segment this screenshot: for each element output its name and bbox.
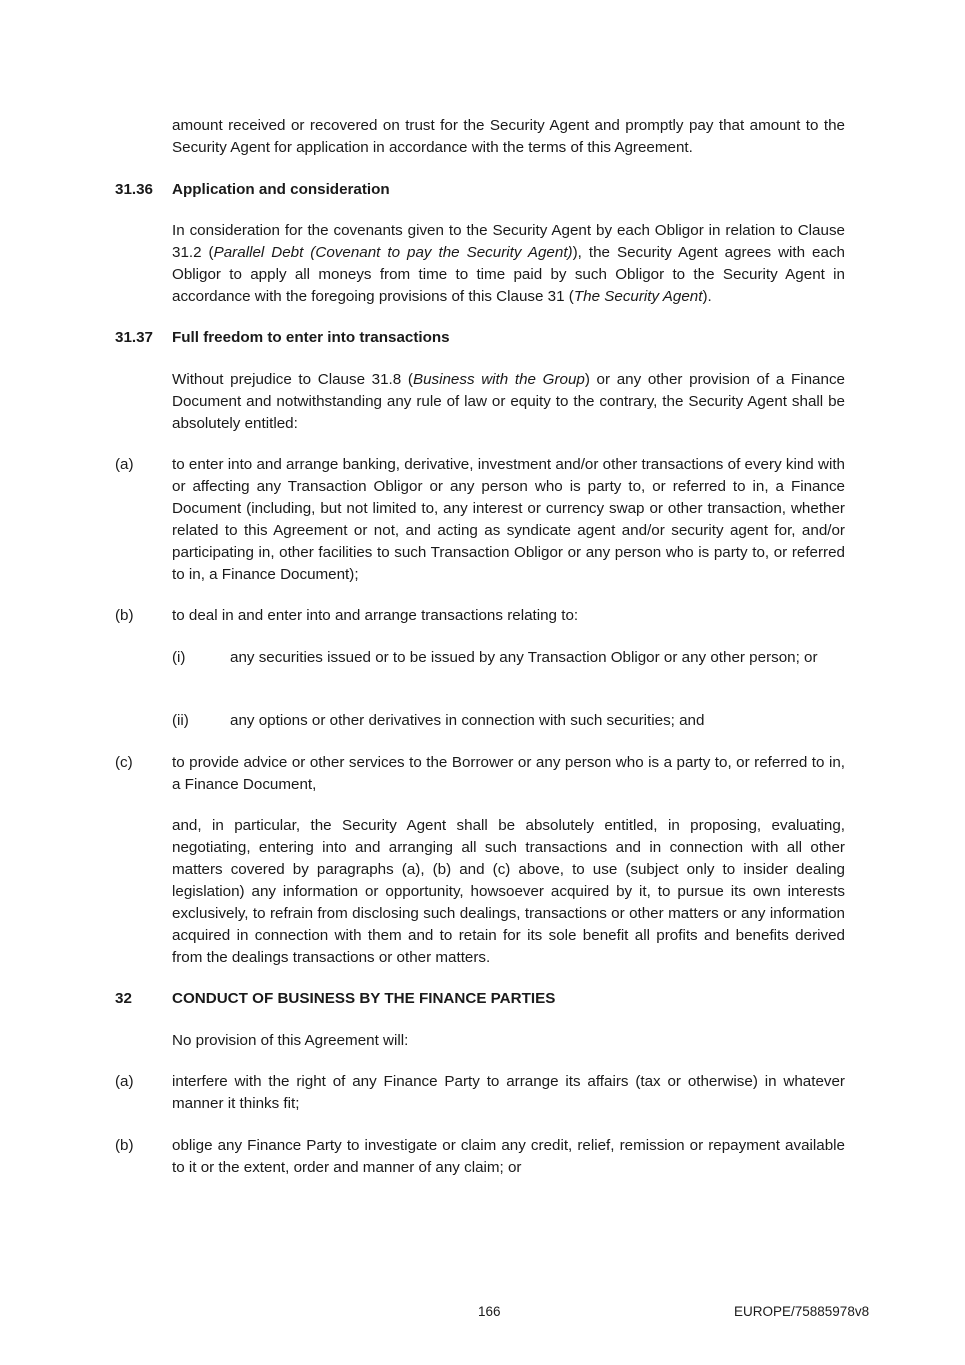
- sub-item-i-text: any securities issued or to be issued by any Transaction Obligor or any other person; or: [230, 649, 818, 666]
- closing-paragraph: and, in particular, the Security Agent shall be absolutely entitled, in proposing, evaluating, negotiating, entering into and arranging all such transactions and in connection with all other matters covered by paragraphs (a), (b) and (c) above, to use (subject only to insider dealing legislation) any information or opportunity, howsoever acquired by it, to pursue its own interests exclusively, to refrain from disclosing such dealings, transactions or other matters or any information acquired in connection with them and to retain for its sole benefit all profits and benefits derived from the dealings transactions or other matters.: [172, 817, 845, 966]
- clause-number-32: 32: [115, 990, 132, 1007]
- clause-heading-31-37: Full freedom to enter into transactions: [172, 329, 450, 346]
- clause-number-31-36: 31.36: [115, 181, 154, 198]
- clause-32-item-b-text: oblige any Finance Party to investigate or claim any credit, relief, remission or repayment available to it or the extent, order and manner of any claim; or: [172, 1137, 845, 1176]
- item-c-text: to provide advice or other services to the Borrower or any person who is a party to, or referred to in, a Finance Document,: [172, 754, 845, 793]
- continuation-paragraph: amount received or recovered on trust for the Security Agent and promptly pay that amount to the Security Agent for application in accordance with the terms of this Agreement.: [172, 117, 845, 156]
- page-number: 166: [478, 1304, 501, 1319]
- clause-32-item-a-text: interfere with the right of any Finance Party to arrange its affairs (tax or otherwise) in whatever manner it thinks fit;: [172, 1073, 845, 1112]
- clause-32-item-b-label: (b): [115, 1137, 134, 1154]
- clause-heading-31-36: Application and consideration: [172, 181, 390, 198]
- clause-32-item-a-label: (a): [115, 1073, 134, 1090]
- sub-item-i-label: (i): [172, 649, 186, 666]
- item-b-text: to deal in and enter into and arrange transactions relating to:: [172, 607, 579, 624]
- clause-heading-32: CONDUCT OF BUSINESS BY THE FINANCE PARTIES: [172, 990, 556, 1007]
- item-c-label: (c): [115, 754, 133, 771]
- item-a-text: to enter into and arrange banking, derivative, investment and/or other transactions of every kind with or affecting any Transaction Obligor or any person who is party to, or referred to in, a Finance Document (including, but not limited to, any interest or currency swap or other transaction, whether related to this Agreement or not, and acting as syndicate agent and/or security agent for, and/or participating in, other facilities to such Transaction Obligor or any person who is party to, or referred to in, a Finance Document);: [172, 456, 845, 583]
- sub-item-ii-label: (ii): [172, 712, 189, 729]
- clause-32-intro: No provision of this Agreement will:: [172, 1032, 409, 1049]
- clause-31-37-intro: Without prejudice to Clause 31.8 (Business with the Group) or any other provision of a Finance Document and notwithstanding any rule of law or equity to the contrary, the Security Agent shall be absolutely entitled:: [172, 371, 845, 432]
- document-reference: EUROPE/75885978v8: [734, 1304, 870, 1319]
- item-a-label: (a): [115, 456, 134, 473]
- clause-31-36-body: In consideration for the covenants given to the Security Agent by each Obligor in relation to Clause 31.2 (Parallel Debt (Covenant to pay the Security Agent)), the Security Agent agrees with each Obligor to apply all moneys from time to time paid by such Obligor to the Security Agent in accordance with the foregoing provisions of this Clause 31 (The Security Agent).: [172, 222, 845, 305]
- clause-number-31-37: 31.37: [115, 329, 154, 346]
- sub-item-ii-text: any options or other derivatives in connection with such securities; and: [230, 712, 705, 729]
- item-b-label: (b): [115, 607, 134, 624]
